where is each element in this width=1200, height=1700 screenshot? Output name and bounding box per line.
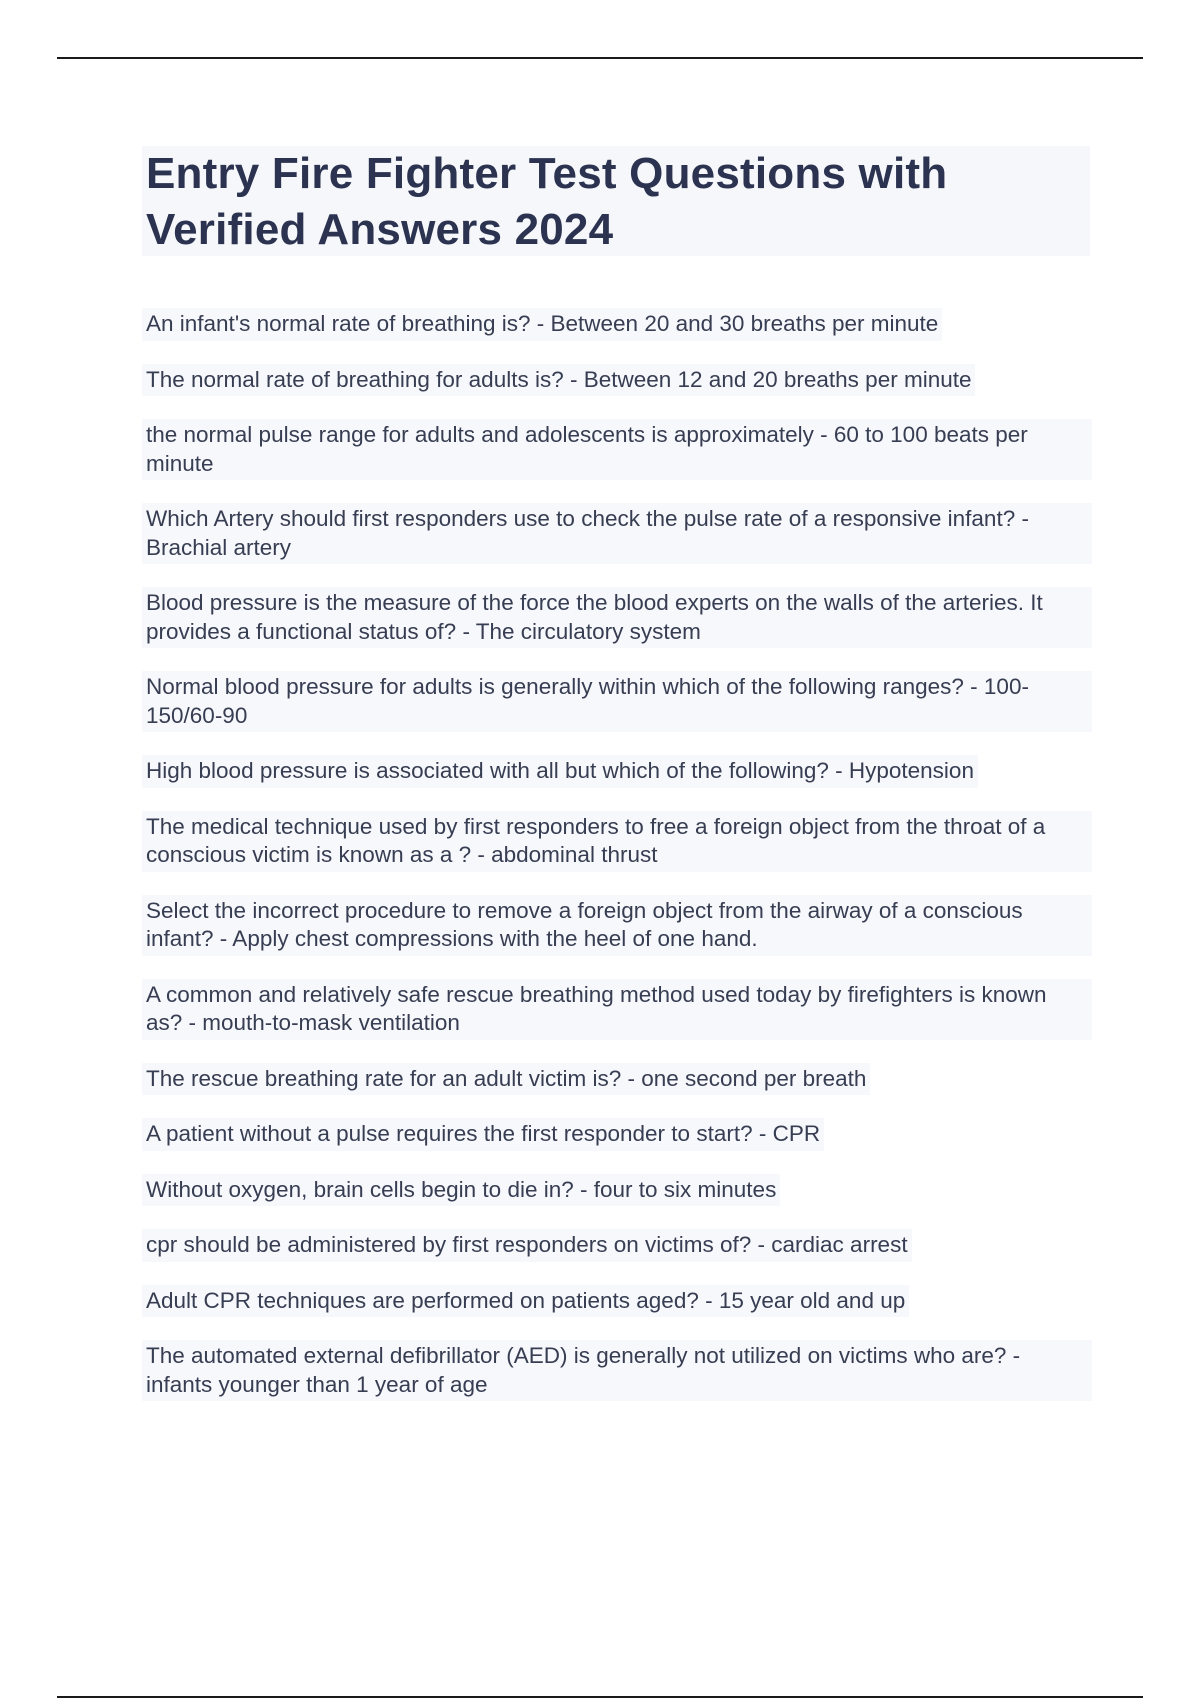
qa-item: the normal pulse range for adults and adolescents is approximately - 60 to 100 beats per minute <box>142 419 1092 480</box>
bottom-rule <box>57 1696 1143 1698</box>
qa-item: Blood pressure is the measure of the force the blood experts on the walls of the arteries. It provides a functional status of? - The circulatory system <box>142 587 1092 648</box>
qa-item: A common and relatively safe rescue breathing method used today by firefighters is known as? - mouth-to-mask ventilation <box>142 979 1092 1040</box>
qa-item: The normal rate of breathing for adults is? - Between 12 and 20 breaths per minute <box>142 364 975 397</box>
qa-item: The medical technique used by first responders to free a foreign object from the throat of a conscious victim is known as a ? - abdominal thrust <box>142 811 1092 872</box>
qa-item: A patient without a pulse requires the first responder to start? - CPR <box>142 1118 824 1151</box>
qa-item: Which Artery should first responders use to check the pulse rate of a responsive infant? - Brachial artery <box>142 503 1092 564</box>
qa-item: Adult CPR techniques are performed on patients aged? - 15 year old and up <box>142 1285 909 1318</box>
qa-item: cpr should be administered by first responders on victims of? - cardiac arrest <box>142 1229 912 1262</box>
qa-item: An infant's normal rate of breathing is? - Between 20 and 30 breaths per minute <box>142 308 942 341</box>
top-rule <box>57 57 1143 59</box>
qa-list <box>142 308 1092 1424</box>
qa-item: High blood pressure is associated with all but which of the following? - Hypotension <box>142 755 978 788</box>
qa-item: The rescue breathing rate for an adult victim is? - one second per breath <box>142 1063 870 1096</box>
qa-item: Select the incorrect procedure to remove a foreign object from the airway of a conscious infant? - Apply chest compressions with the heel of one hand. <box>142 895 1092 956</box>
qa-item: The automated external defibrillator (AED) is generally not utilized on victims who are? - infants younger than 1 year of age <box>142 1340 1092 1401</box>
qa-item: Without oxygen, brain cells begin to die in? - four to six minutes <box>142 1174 780 1207</box>
document-title: Entry Fire Fighter Test Questions with Verified Answers 2024 <box>146 149 948 254</box>
qa-item: Normal blood pressure for adults is generally within which of the following ranges? - 100-150/60-90 <box>142 671 1092 732</box>
